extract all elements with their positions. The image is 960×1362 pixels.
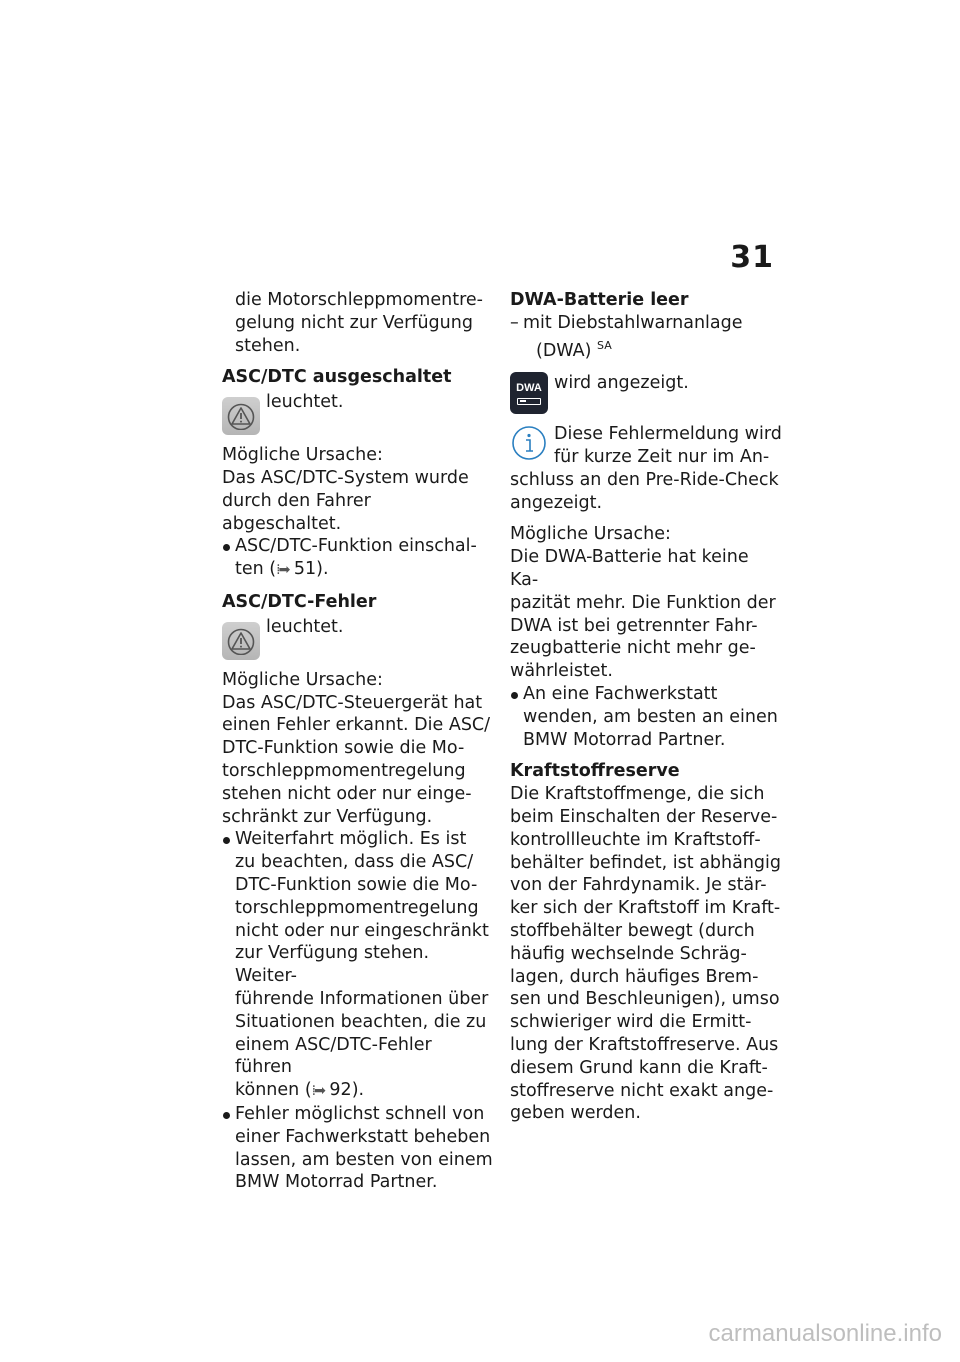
equipment-note-text: mit Diebstahlwarnanlage xyxy=(523,312,743,333)
list-item-text: nicht oder nur eingeschränkt xyxy=(235,920,489,941)
cause-text: torschleppmomentregelung xyxy=(222,760,466,781)
list-item-text-part: ten ( xyxy=(235,559,277,580)
cause-text: stehen nicht oder nur einge- xyxy=(222,783,472,804)
fuel-reserve-text: schwieriger wird die Ermitt- xyxy=(510,1012,752,1033)
cause-text: Die DWA-Batterie hat keine Ka- xyxy=(510,547,749,590)
page-reference-arrow-icon[interactable]: ⁞➡ xyxy=(276,562,289,579)
page-number: 31 xyxy=(730,240,774,275)
cause-label: Mögliche Ursache: xyxy=(510,524,671,545)
list-item-text: ASC/DTC-Funktion einschal- xyxy=(235,536,477,557)
fuel-reserve-text: lung der Kraftstoffreserve. Aus xyxy=(510,1034,779,1055)
info-text: für kurze Zeit nur im An- xyxy=(554,447,770,468)
list-item-text: Fehler möglichst schnell von xyxy=(235,1103,485,1124)
battery-bar xyxy=(517,398,541,405)
fuel-reserve-text: diesem Grund kann die Kraft- xyxy=(510,1057,768,1078)
fuel-reserve-text: stoffbehälter bewegt (durch xyxy=(510,920,755,941)
list-item xyxy=(222,535,494,582)
asc-error-heading: ASC/DTC-Fehler xyxy=(222,591,377,612)
list-item-text xyxy=(235,1079,494,1103)
warning-triangle-icon xyxy=(222,622,260,660)
page-reference-arrow-icon[interactable]: ⁞➡ xyxy=(311,1083,324,1100)
cause-text: durch den Fahrer abgeschaltet. xyxy=(222,490,371,534)
left-column xyxy=(222,289,494,1194)
indicator-status-text: wird angezeigt. xyxy=(554,373,689,394)
fuel-reserve-text: stoffreserve nicht exakt ange- xyxy=(510,1080,774,1101)
cause-text: zeugbatterie nicht mehr ge- xyxy=(510,638,756,659)
list-item-text: zu beachten, dass die ASC/ xyxy=(235,852,474,873)
asc-error-indicator-row xyxy=(222,616,494,660)
cause-label: Mögliche Ursache: xyxy=(222,445,383,466)
cause-text: DTC-Funktion sowie die Mo- xyxy=(222,738,465,759)
fuel-reserve-text: häufig wechselnde Schräg- xyxy=(510,943,747,964)
equipment-note-text xyxy=(523,335,782,363)
cause-text: pazität mehr. Die Funktion der xyxy=(510,592,776,613)
list-item-text: einer Fachwerkstatt beheben xyxy=(235,1126,491,1147)
list-item-text: führende Informationen über xyxy=(235,988,489,1009)
list-item-text: torschleppmomentregelung xyxy=(235,897,479,918)
continued-text-line: gelung nicht zur Verfügung xyxy=(235,312,473,333)
bullet-dot xyxy=(511,692,518,699)
continued-text-line: stehen. xyxy=(235,335,301,356)
asc-off-heading: ASC/DTC ausgeschaltet xyxy=(222,367,452,388)
bullet-dot xyxy=(223,837,230,844)
dwa-battery-icon xyxy=(510,372,548,414)
list-item-text: DTC-Funktion sowie die Mo- xyxy=(235,874,478,895)
fuel-reserve-text: von der Fahrdynamik. Je stär- xyxy=(510,875,767,896)
cause-text: DWA ist bei getrennter Fahr- xyxy=(510,615,758,636)
cause-text: schränkt zur Verfügung. xyxy=(222,806,433,827)
right-column xyxy=(510,289,782,1125)
list-item-text: wenden, am besten an einen xyxy=(523,706,778,727)
list-item-text-part: können ( xyxy=(235,1080,312,1101)
cause-text: Das ASC/DTC-Steuergerät hat xyxy=(222,692,483,713)
asc-off-indicator-row xyxy=(222,391,494,435)
indicator-status-text: leuchtet. xyxy=(266,616,344,637)
fuel-reserve-text: lagen, durch häufiges Brem- xyxy=(510,966,759,987)
list-item xyxy=(222,1103,494,1194)
cause-text: währleistet. xyxy=(510,661,613,682)
page-reference-number[interactable]: 92). xyxy=(329,1080,365,1101)
list-item-text: einem ASC/DTC-Fehler führen xyxy=(235,1034,432,1078)
info-note xyxy=(510,423,782,514)
bullet-dot xyxy=(223,544,230,551)
dash-mark: – xyxy=(510,312,519,333)
list-item-text: BMW Motorrad Partner. xyxy=(523,729,726,750)
list-item-text: Weiterfahrt möglich. Es ist xyxy=(235,829,467,850)
list-item-text: zur Verfügung stehen. Weiter- xyxy=(235,943,430,987)
cause-text: Das ASC/DTC-System wurde xyxy=(222,467,469,488)
info-text: schluss an den Pre-Ride-Check xyxy=(510,469,779,490)
watermark: carmanualsonline.info xyxy=(708,1320,942,1347)
info-icon xyxy=(510,423,550,463)
list-item-text: Situationen beachten, die zu xyxy=(235,1011,487,1032)
fuel-reserve-text: ker sich der Kraftstoff im Kraft- xyxy=(510,898,781,919)
dwa-indicator-row xyxy=(510,372,782,414)
list-item-text: BMW Motorrad Partner. xyxy=(235,1172,438,1193)
list-item-text: lassen, am besten von einem xyxy=(235,1149,493,1170)
equipment-note xyxy=(510,312,782,362)
fuel-reserve-heading: Kraftstoffreserve xyxy=(510,761,680,782)
fuel-reserve-text: geben werden. xyxy=(510,1103,641,1124)
dwa-icon-label: DWA xyxy=(516,381,542,394)
warning-triangle-icon xyxy=(222,397,260,435)
indicator-status-text: leuchtet. xyxy=(266,392,344,413)
fuel-reserve-text: behälter befindet, ist abhängig xyxy=(510,852,782,873)
page-reference-number[interactable]: 51). xyxy=(293,559,329,580)
special-equipment-marker: SA xyxy=(597,338,612,352)
continued-text-line: die Motorschleppmomentre- xyxy=(235,290,483,310)
fuel-reserve-text: Die Kraftstoffmenge, die sich xyxy=(510,784,765,805)
list-item-text xyxy=(235,558,494,582)
list-item-text: An eine Fachwerkstatt xyxy=(523,683,718,704)
equipment-code: (DWA) xyxy=(536,340,592,361)
fuel-reserve-text: beim Einschalten der Reserve- xyxy=(510,806,778,827)
info-text: Diese Fehlermeldung wird xyxy=(554,424,782,445)
cause-label: Mögliche Ursache: xyxy=(222,669,383,690)
dwa-battery-heading: DWA-Batterie leer xyxy=(510,290,689,310)
info-text: angezeigt. xyxy=(510,492,603,513)
bullet-dot xyxy=(223,1112,230,1119)
list-item xyxy=(222,828,494,1103)
fuel-reserve-text: kontrollleuchte im Kraftstoff- xyxy=(510,829,761,850)
cause-text: einen Fehler erkannt. Die ASC/ xyxy=(222,715,491,736)
fuel-reserve-text: sen und Beschleunigen), umso xyxy=(510,989,780,1010)
list-item xyxy=(510,683,782,751)
